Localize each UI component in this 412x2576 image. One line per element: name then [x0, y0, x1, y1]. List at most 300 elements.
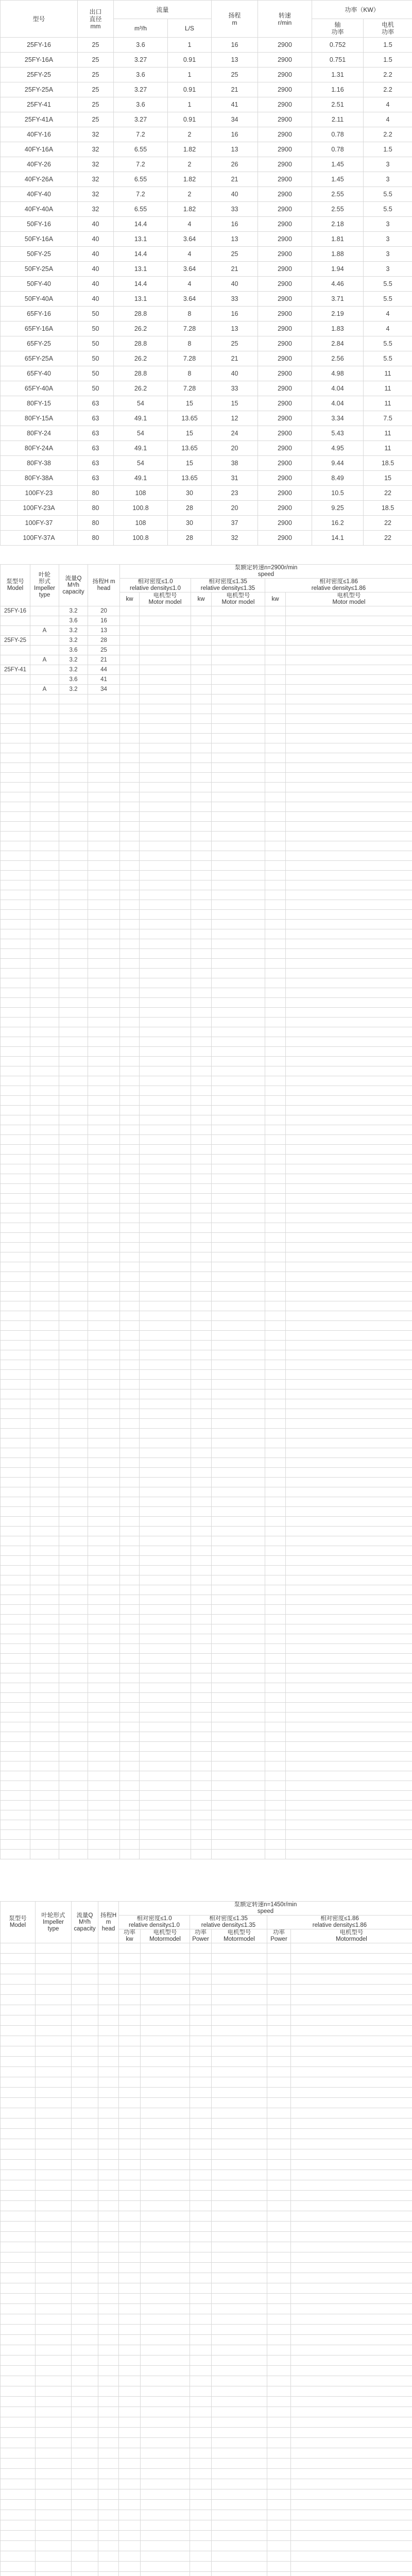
table-cell	[36, 2562, 72, 2572]
table-cell	[190, 2386, 212, 2397]
table-cell	[265, 1575, 286, 1585]
table-row	[1, 2304, 412, 2314]
table-cell	[30, 1164, 59, 1174]
table-cell	[119, 1974, 141, 1985]
table-cell: 2.2	[364, 67, 412, 82]
table-cell	[1, 1125, 30, 1135]
table-cell	[141, 2314, 190, 2325]
table-row	[1, 1527, 412, 1536]
table-cell	[120, 1057, 140, 1066]
table-cell	[98, 1985, 119, 1995]
table-row	[1, 851, 412, 861]
table-cell	[30, 1135, 59, 1145]
table-row	[1, 1448, 412, 1458]
table-cell	[120, 724, 140, 734]
table-cell	[267, 2201, 291, 2211]
table-cell	[1, 2201, 36, 2211]
table-cell	[36, 2551, 72, 2562]
table-cell	[1, 1076, 30, 1086]
table-cell	[1, 959, 30, 969]
table-cell: 3.64	[168, 292, 212, 307]
table-cell	[98, 2562, 119, 2572]
table-cell: 20	[88, 606, 120, 616]
table-cell	[212, 743, 265, 753]
table-cell	[212, 1722, 265, 1732]
table-cell	[191, 802, 212, 812]
table-cell	[36, 2283, 72, 2294]
table-row	[1, 381, 412, 396]
table-cell	[265, 1174, 286, 1184]
table-cell	[72, 2036, 98, 2046]
table-cell: 31	[212, 471, 258, 486]
table-cell	[212, 1184, 265, 1194]
table-cell	[190, 2355, 212, 2366]
table-cell	[291, 2077, 412, 2088]
table-row	[1, 127, 412, 142]
table-cell	[88, 900, 120, 910]
table-cell: 100FY-37A	[1, 531, 78, 546]
table-cell	[119, 2263, 141, 2273]
table-cell	[190, 2057, 212, 2067]
table-row	[1, 1243, 412, 1252]
table-cell	[59, 1389, 88, 1399]
table-cell	[286, 949, 412, 959]
table-cell	[119, 2469, 141, 2479]
table-cell	[212, 1301, 265, 1311]
table-cell	[88, 1419, 120, 1429]
table-cell	[88, 1517, 120, 1527]
table-cell	[140, 988, 191, 998]
table-cell	[1, 1507, 30, 1517]
table-cell	[191, 1389, 212, 1399]
table-cell	[267, 1964, 291, 1974]
table-cell	[212, 694, 265, 704]
table-cell	[291, 2211, 412, 2222]
table-cell	[191, 1282, 212, 1292]
table-cell	[1, 969, 30, 978]
table-cell	[286, 1624, 412, 1634]
table-cell	[98, 2273, 119, 2283]
table-cell	[59, 1605, 88, 1615]
table-cell	[120, 920, 140, 929]
table-cell	[212, 1272, 265, 1282]
table-cell	[140, 949, 191, 959]
table-cell	[1, 2531, 36, 2541]
table-row	[1, 1106, 412, 1115]
table-row	[1, 783, 412, 792]
table-cell	[265, 1204, 286, 1213]
table-cell	[212, 2355, 267, 2366]
table-cell	[212, 646, 265, 655]
table-cell	[212, 2572, 267, 2576]
table-cell	[59, 1673, 88, 1683]
table-cell	[140, 1624, 191, 1634]
table-cell	[286, 1174, 412, 1184]
table-cell	[119, 2088, 141, 2098]
table-cell: 25FY-25	[1, 67, 78, 82]
table-cell	[88, 1605, 120, 1615]
table-cell	[1, 1184, 30, 1194]
table-cell: 25	[78, 53, 114, 67]
table-row	[1, 1370, 412, 1380]
table-cell	[286, 1634, 412, 1644]
table-cell: 0.752	[312, 38, 364, 53]
table-row	[1, 704, 412, 714]
table-row	[1, 277, 412, 292]
table-row	[1, 2088, 412, 2098]
table-cell	[191, 1360, 212, 1370]
table-cell	[36, 2067, 72, 2077]
table-cell	[119, 2005, 141, 2015]
table-cell	[191, 1018, 212, 1027]
table-cell	[286, 1008, 412, 1018]
table-cell	[1, 773, 30, 783]
table-cell	[191, 1419, 212, 1429]
table-cell	[1, 1943, 36, 1954]
table-cell	[98, 2469, 119, 2479]
table-cell	[191, 1850, 212, 1859]
t1-header-power: 功率（KW）	[312, 1, 412, 19]
table-cell	[30, 1801, 59, 1810]
table-cell	[59, 1810, 88, 1820]
table-cell	[190, 2119, 212, 2129]
table-row	[1, 1194, 412, 1204]
table-cell	[212, 2459, 267, 2469]
table-cell: 7.28	[168, 321, 212, 336]
table-cell	[88, 890, 120, 900]
table-cell	[191, 626, 212, 636]
table-cell	[191, 988, 212, 998]
table-cell	[59, 743, 88, 753]
table-cell	[30, 1341, 59, 1350]
table-cell	[140, 1429, 191, 1438]
table-row	[1, 1321, 412, 1331]
table-cell: 100.8	[114, 531, 168, 546]
table-cell	[140, 1360, 191, 1370]
table-row	[1, 2015, 412, 2026]
table-cell: 33	[212, 292, 258, 307]
table-cell	[140, 1664, 191, 1673]
table-cell	[191, 1517, 212, 1527]
table-cell: 13.1	[114, 292, 168, 307]
table-cell: 25FY-16	[1, 38, 78, 53]
table-row	[1, 763, 412, 773]
table-cell	[98, 1964, 119, 1974]
table-cell	[191, 1840, 212, 1850]
table-cell	[59, 1624, 88, 1634]
table-cell	[265, 636, 286, 646]
table-cell: 2900	[258, 396, 312, 411]
table-cell	[72, 2500, 98, 2510]
table-cell	[30, 1507, 59, 1517]
table-row	[1, 675, 412, 685]
table-cell: 63	[78, 441, 114, 456]
table-row	[1, 1027, 412, 1037]
table-cell: 1	[168, 67, 212, 82]
table-cell	[1, 1556, 30, 1566]
table-cell	[212, 1135, 265, 1145]
table-cell	[191, 949, 212, 959]
table-cell	[291, 2459, 412, 2469]
table-cell	[191, 851, 212, 861]
table-cell	[191, 1204, 212, 1213]
table-cell: 4	[168, 247, 212, 262]
table-cell: 5.5	[364, 202, 412, 217]
table-cell	[212, 2005, 267, 2015]
table-cell	[267, 2067, 291, 2077]
table-cell	[120, 1037, 140, 1047]
table-cell	[140, 1292, 191, 1301]
table-row	[1, 2108, 412, 2119]
table-cell	[72, 2057, 98, 2067]
table-cell	[120, 1644, 140, 1654]
table-cell	[212, 1575, 265, 1585]
table-cell	[30, 1771, 59, 1781]
table-cell	[191, 1164, 212, 1174]
table-cell	[59, 1497, 88, 1507]
table-cell	[1, 1272, 30, 1282]
t3-header-model: 泵型号 Model	[1, 1902, 36, 1943]
table-cell	[212, 2366, 267, 2376]
table-cell	[59, 1468, 88, 1478]
table-cell	[98, 2088, 119, 2098]
table-cell	[286, 1311, 412, 1321]
table-cell	[36, 2129, 72, 2139]
table-cell	[191, 1076, 212, 1086]
table-cell	[140, 1781, 191, 1791]
table-cell	[141, 2531, 190, 2541]
table-cell	[59, 1830, 88, 1840]
table-cell	[1, 841, 30, 851]
table-cell: 50FY-16A	[1, 232, 78, 247]
table-cell	[286, 1497, 412, 1507]
table-cell	[72, 2222, 98, 2232]
table-cell	[30, 1360, 59, 1370]
table-row	[1, 910, 412, 920]
table-cell	[286, 1204, 412, 1213]
table-cell	[191, 929, 212, 939]
table-cell	[120, 606, 140, 616]
table-cell	[265, 1840, 286, 1850]
table-cell	[98, 2139, 119, 2149]
table-cell	[98, 2067, 119, 2077]
table-cell	[88, 1575, 120, 1585]
table-cell	[267, 2242, 291, 2252]
table-cell	[1, 1644, 30, 1654]
table-cell	[120, 763, 140, 773]
table-cell	[36, 2510, 72, 2520]
table-cell: 21	[212, 82, 258, 97]
table-cell	[265, 1458, 286, 1468]
table-cell	[140, 1145, 191, 1155]
table-cell	[1, 1331, 30, 1341]
table-cell	[30, 920, 59, 929]
table-cell	[88, 1566, 120, 1575]
table-row	[1, 832, 412, 841]
table-cell	[212, 2191, 267, 2201]
t2-density-2: 相对密度≤1.35 relative density≤1.35	[191, 579, 265, 592]
table-row	[1, 1644, 412, 1654]
table-cell	[1, 2067, 36, 2077]
table-cell	[265, 1419, 286, 1429]
table-cell	[119, 2170, 141, 2180]
table-cell	[120, 1076, 140, 1086]
table-cell	[98, 2376, 119, 2386]
table-cell	[59, 1135, 88, 1145]
t2-motor-1: 电机型号 Motor model	[140, 592, 191, 606]
table-cell	[1, 1145, 30, 1155]
table-cell	[212, 832, 265, 841]
table-cell	[265, 1781, 286, 1791]
table-cell	[140, 1066, 191, 1076]
table-cell	[59, 1703, 88, 1713]
table-cell	[212, 2397, 267, 2407]
table-cell	[291, 2500, 412, 2510]
table-cell	[291, 2098, 412, 2108]
table-cell	[140, 939, 191, 949]
table-cell	[291, 2428, 412, 2438]
table-cell	[119, 2036, 141, 2046]
table-row	[1, 1752, 412, 1761]
table-row	[1, 292, 412, 307]
table-cell: 50	[78, 366, 114, 381]
table-cell	[88, 1380, 120, 1389]
table-cell	[191, 1194, 212, 1204]
table-cell: 40FY-26	[1, 157, 78, 172]
table-cell	[88, 1360, 120, 1370]
table-cell	[72, 2438, 98, 2448]
table-cell	[212, 1995, 267, 2005]
table-cell	[72, 2510, 98, 2520]
table-cell	[1, 1243, 30, 1252]
table-cell	[212, 714, 265, 724]
table-cell	[30, 1008, 59, 1018]
table-cell	[286, 636, 412, 646]
table-cell	[212, 959, 265, 969]
table-cell	[88, 1282, 120, 1292]
table-cell	[120, 1801, 140, 1810]
table-cell	[1, 2520, 36, 2531]
table-cell	[88, 969, 120, 978]
table-cell	[286, 734, 412, 743]
table-cell	[286, 1683, 412, 1693]
table-cell	[140, 802, 191, 812]
table-cell	[88, 1429, 120, 1438]
table-cell	[190, 1985, 212, 1995]
table-cell	[1, 1262, 30, 1272]
table-cell	[141, 2191, 190, 2201]
table-cell	[140, 1008, 191, 1018]
table-cell	[286, 763, 412, 773]
table-cell	[72, 2479, 98, 2489]
table-cell: 15	[168, 426, 212, 441]
table-cell	[72, 2335, 98, 2345]
table-cell	[59, 1341, 88, 1350]
table-cell	[265, 1615, 286, 1624]
table-cell: 2900	[258, 157, 312, 172]
table-cell	[30, 1125, 59, 1135]
table-row	[1, 2201, 412, 2211]
table-cell: 16	[212, 217, 258, 232]
table-cell	[286, 861, 412, 871]
table-cell	[267, 2088, 291, 2098]
table-cell: 32	[78, 127, 114, 142]
table-cell	[265, 832, 286, 841]
table-cell	[1, 1615, 30, 1624]
table-cell	[88, 841, 120, 851]
table-cell	[119, 2129, 141, 2139]
table-cell	[265, 988, 286, 998]
table-cell	[212, 773, 265, 783]
table-cell	[30, 1752, 59, 1761]
table-cell	[286, 1458, 412, 1468]
table-cell: 4	[364, 112, 412, 127]
table-cell	[212, 1943, 267, 1954]
table-cell	[59, 1399, 88, 1409]
table-row	[1, 2438, 412, 2448]
table-cell	[190, 2222, 212, 2232]
table-cell	[141, 2541, 190, 2551]
table-cell	[286, 1752, 412, 1761]
table-row	[1, 1995, 412, 2005]
table-cell	[59, 1125, 88, 1135]
table-cell	[98, 2541, 119, 2551]
table-cell	[140, 1478, 191, 1487]
table-row	[1, 1742, 412, 1752]
table-cell	[286, 1194, 412, 1204]
table-cell	[191, 969, 212, 978]
table-cell	[30, 802, 59, 812]
table-cell: 63	[78, 396, 114, 411]
table-cell	[212, 812, 265, 822]
table-cell	[212, 1008, 265, 1018]
table-cell: 2900	[258, 112, 312, 127]
table-cell	[212, 1985, 267, 1995]
table-cell: 49.1	[114, 411, 168, 426]
table-row	[1, 2119, 412, 2129]
table-cell: 2900	[258, 247, 312, 262]
table-cell	[1, 1664, 30, 1673]
table-cell	[267, 2139, 291, 2149]
table-cell: 2.51	[312, 97, 364, 112]
table-cell	[59, 1262, 88, 1272]
table-cell	[286, 694, 412, 704]
table-cell: 50	[78, 381, 114, 396]
table-cell	[141, 2304, 190, 2314]
table-cell	[286, 1076, 412, 1086]
table-cell	[30, 1272, 59, 1282]
table-cell	[286, 1066, 412, 1076]
table-cell	[191, 685, 212, 694]
table-cell	[291, 2469, 412, 2479]
table-cell	[141, 1954, 190, 1964]
table-cell	[120, 1664, 140, 1673]
table-row	[1, 217, 412, 232]
table-cell	[286, 1487, 412, 1497]
table-cell	[1, 1429, 30, 1438]
table-cell: 15	[212, 396, 258, 411]
table-cell	[291, 2397, 412, 2407]
table-cell	[291, 2448, 412, 2459]
table-cell	[191, 861, 212, 871]
table-cell: 2900	[258, 277, 312, 292]
table-cell: 2900	[258, 336, 312, 351]
table-cell	[286, 646, 412, 655]
table-cell	[140, 675, 191, 685]
table-cell	[30, 1282, 59, 1292]
t2-density-3: 相对密度≤1.86 relative density≤1.86	[265, 579, 412, 592]
table-cell	[291, 2417, 412, 2428]
